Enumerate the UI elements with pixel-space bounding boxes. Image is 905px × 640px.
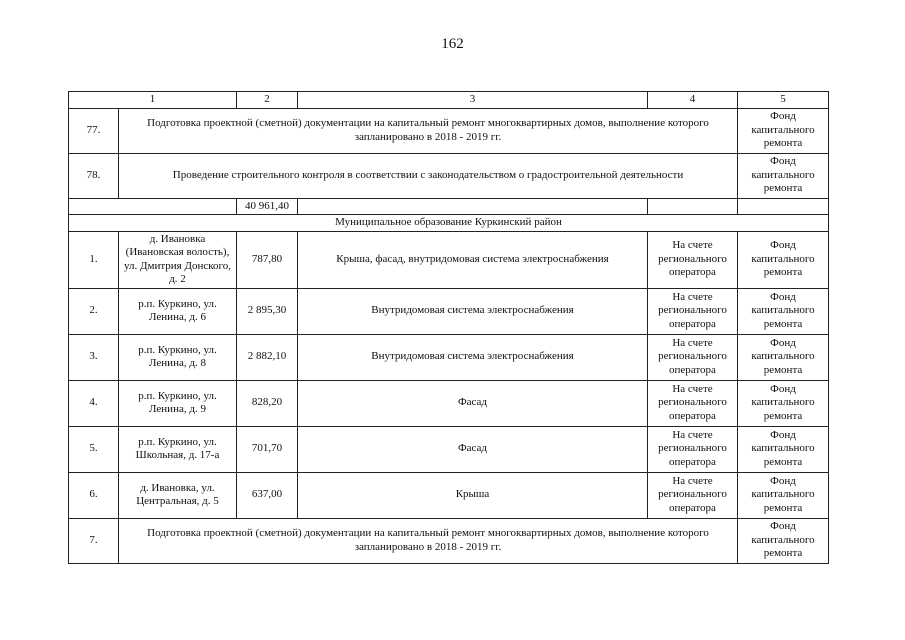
empty-cell [648,198,738,215]
row-number: 78. [69,153,119,198]
row-number: 77. [69,108,119,153]
row-number: 5. [69,426,119,472]
funding-source: Фонд капитального ремонта [738,288,829,334]
cost: 701,70 [237,426,298,472]
account-type: На счете регионального оператора [648,231,738,288]
column-number-3: 3 [298,92,648,109]
column-number-4: 4 [648,92,738,109]
table-row [69,518,829,563]
row-number: 4. [69,380,119,426]
funding-source: Фонд капитального ремонта [738,380,829,426]
row-description: Проведение строительного контроля в соответствии с законодательством о градостроительной деятельности [119,153,738,198]
cost: 787,80 [237,231,298,288]
section-row [69,215,829,232]
table-row [69,380,829,426]
column-number-row [69,92,829,109]
table-row [69,231,829,288]
table-row [69,334,829,380]
account-type: На счете регионального оператора [648,380,738,426]
funding-source: Фонд капитального ремонта [738,108,829,153]
address: р.п. Куркино, ул. Ленина, д. 6 [119,288,237,334]
address: р.п. Куркино, ул. Ленина, д. 8 [119,334,237,380]
total-row [69,198,829,215]
table-row [69,426,829,472]
row-number: 6. [69,472,119,518]
table-row [69,288,829,334]
total-label-cell [69,198,237,215]
cost: 2 882,10 [237,334,298,380]
column-number-2: 2 [237,92,298,109]
column-number-5: 5 [738,92,829,109]
section-title: Муниципальное образование Куркинский район [69,215,829,232]
repair-works: Крыша [298,472,648,518]
address: д. Ивановка (Ивановская волость), ул. Дмитрия Донского, д. 2 [119,231,237,288]
column-number-1: 1 [69,92,237,109]
row-number: 7. [69,518,119,563]
account-type: На счете регионального оператора [648,426,738,472]
funding-source: Фонд капитального ремонта [738,472,829,518]
repair-works: Внутридомовая система электроснабжения [298,334,648,380]
repair-works: Внутридомовая система электроснабжения [298,288,648,334]
table-row [69,472,829,518]
repair-works: Крыша, фасад, внутридомовая система электроснабжения [298,231,648,288]
repair-works: Фасад [298,426,648,472]
row-description: Подготовка проектной (сметной) документации на капитальный ремонт многоквартирных домов, выполнение которого запланировано в 2018 - 2019 гг. [119,518,738,563]
funding-source: Фонд капитального ремонта [738,231,829,288]
row-number: 1. [69,231,119,288]
empty-cell [298,198,648,215]
capital-repair-table [68,91,829,564]
repair-works: Фасад [298,380,648,426]
funding-source: Фонд капитального ремонта [738,426,829,472]
cost: 637,00 [237,472,298,518]
funding-source: Фонд капитального ремонта [738,153,829,198]
address: р.п. Куркино, ул. Ленина, д. 9 [119,380,237,426]
empty-cell [738,198,829,215]
account-type: На счете регионального оператора [648,472,738,518]
address: д. Ивановка, ул. Центральная, д. 5 [119,472,237,518]
total-cost: 40 961,40 [237,198,298,215]
cost: 2 895,30 [237,288,298,334]
row-number: 3. [69,334,119,380]
table-row [69,153,829,198]
row-description: Подготовка проектной (сметной) документации на капитальный ремонт многоквартирных домов, выполнение которого запланировано в 2018 - 2019 гг. [119,108,738,153]
address: р.п. Куркино, ул. Школьная, д. 17-а [119,426,237,472]
table-row [69,108,829,153]
account-type: На счете регионального оператора [648,334,738,380]
page-number: 162 [441,36,464,52]
cost: 828,20 [237,380,298,426]
funding-source: Фонд капитального ремонта [738,518,829,563]
account-type: На счете регионального оператора [648,288,738,334]
row-number: 2. [69,288,119,334]
funding-source: Фонд капитального ремонта [738,334,829,380]
